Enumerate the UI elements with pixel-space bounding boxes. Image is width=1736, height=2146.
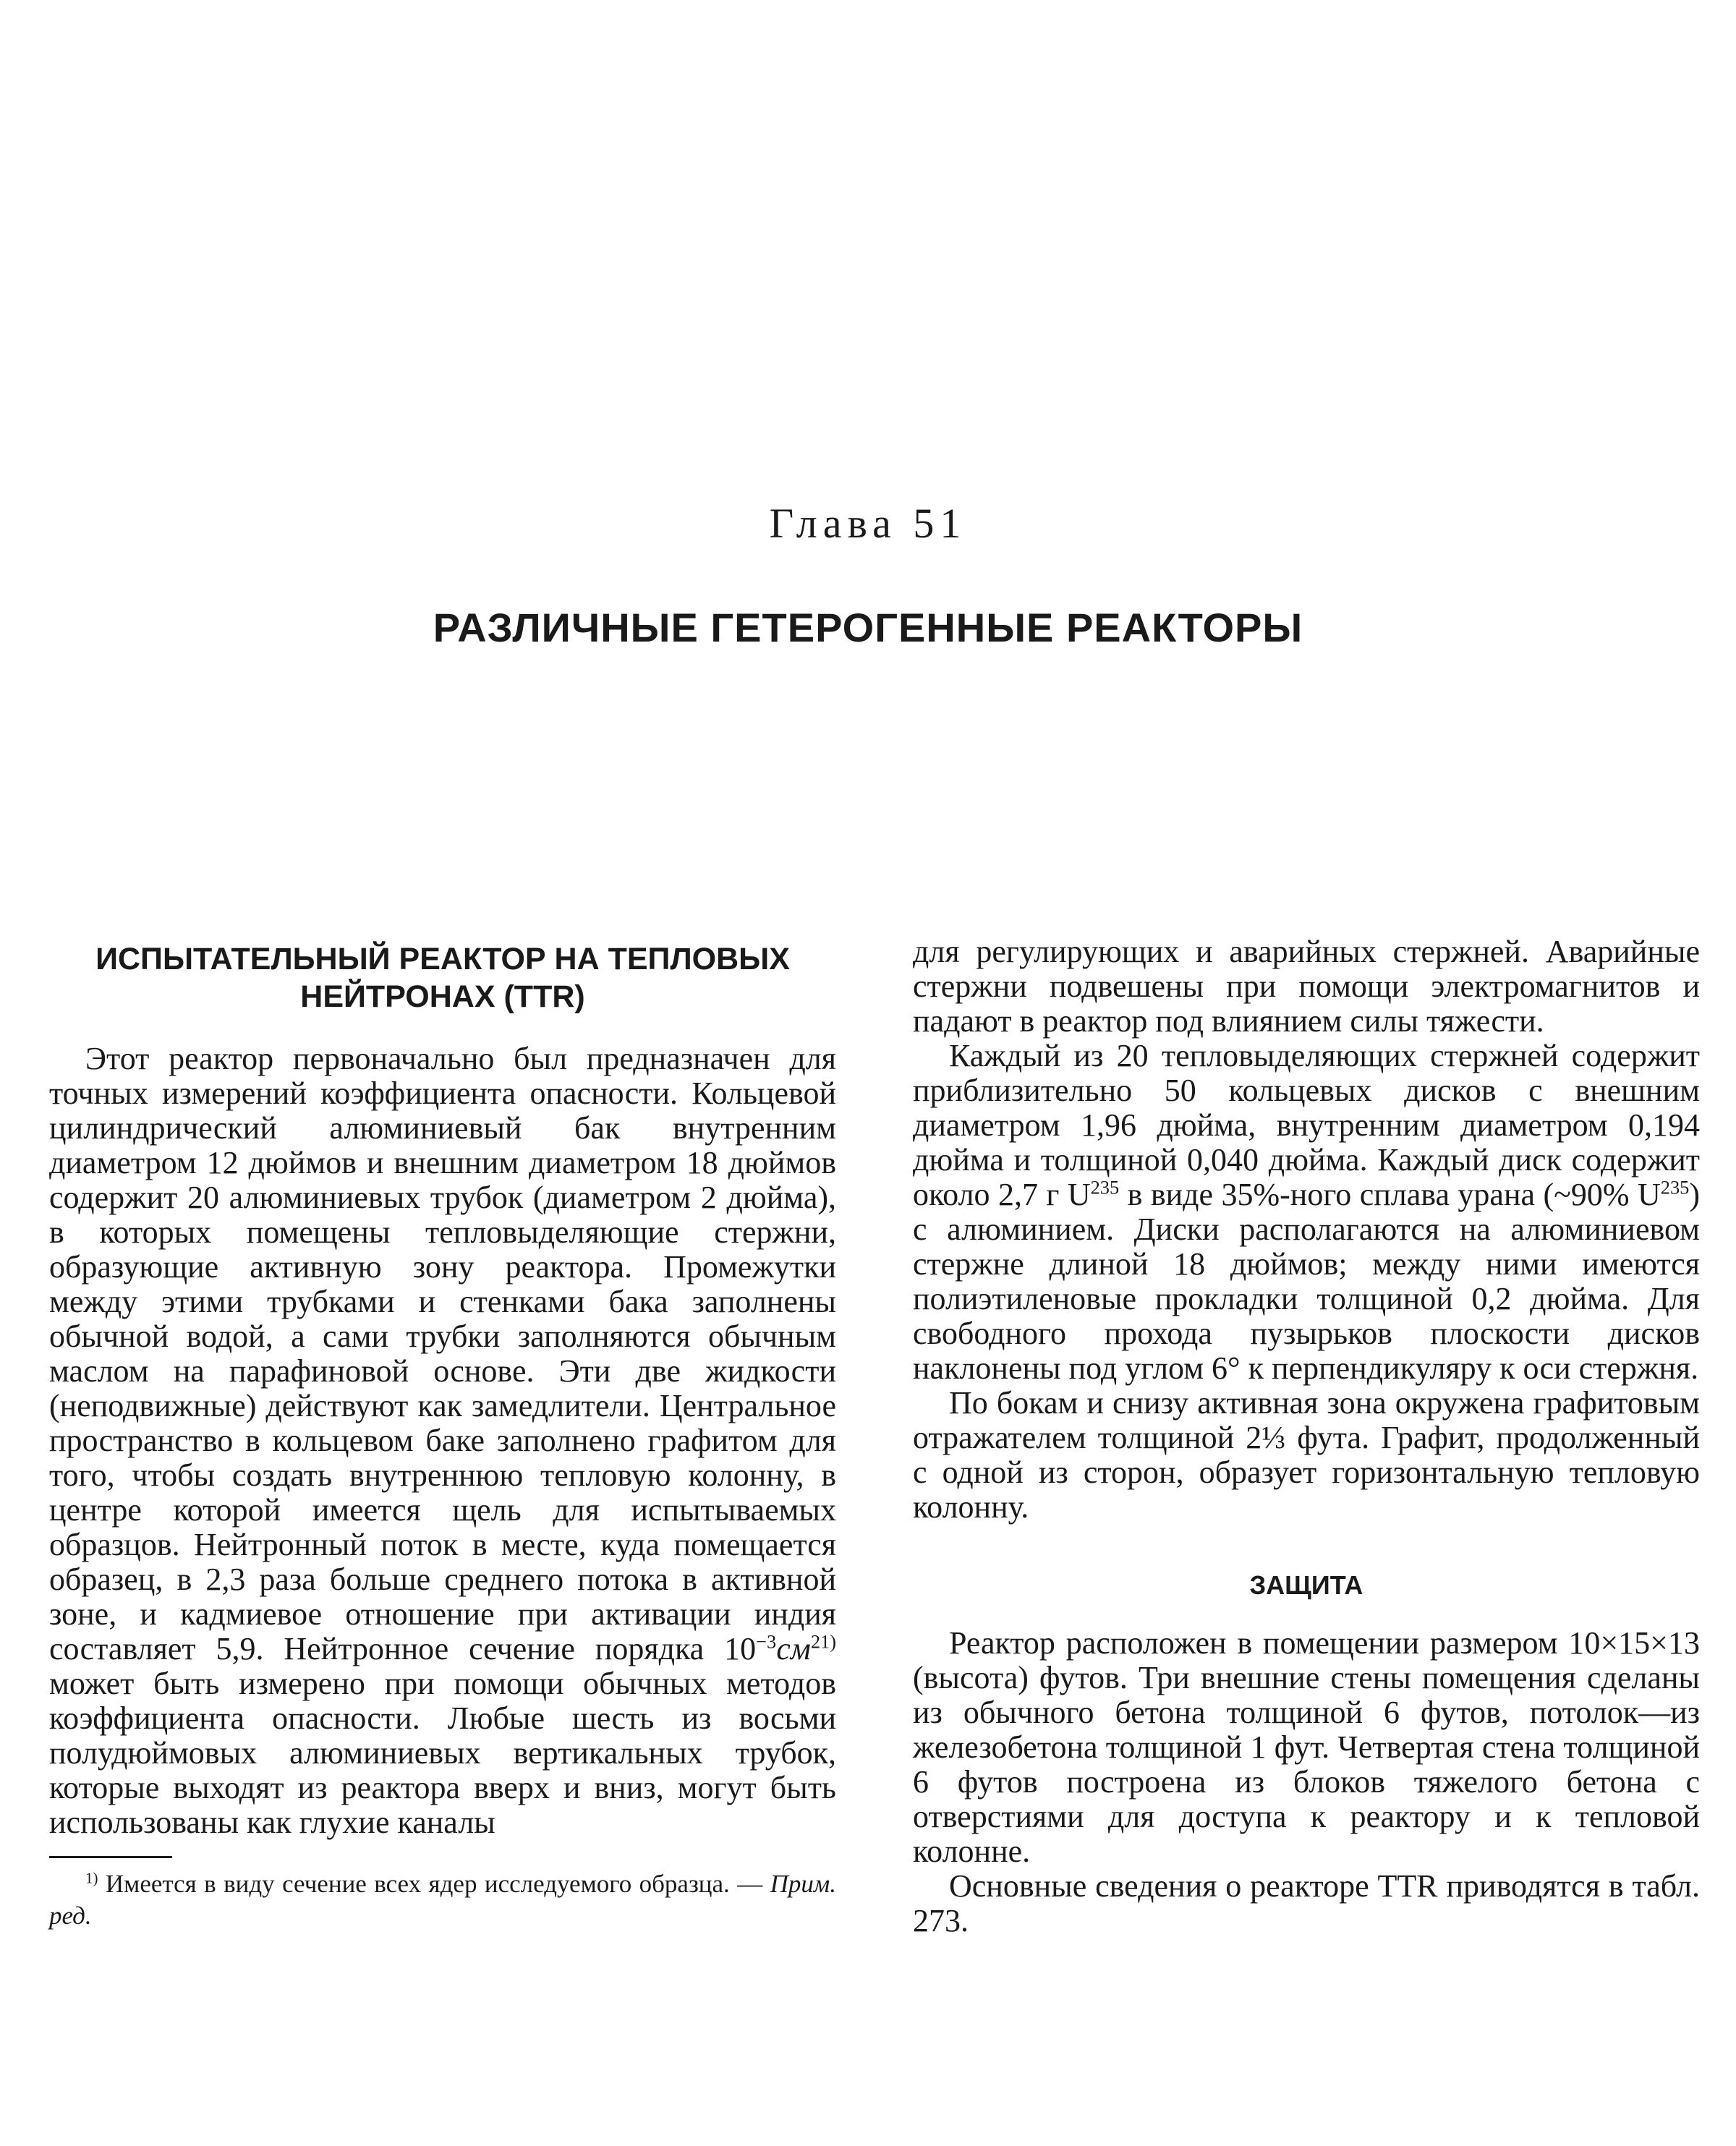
paragraph-shielding: Реактор расположен в помещении размером 10×15×13 (высота) футов. Три внешние стены помещения сделаны из обычного бетона толщиной 6 футов, потолок—из железобетона толщиной 1 фут. Четвертая стена толщиной 6 футов построена из блоков тяжелого бетона с отверстиями для доступа к реактору и к тепловой колонне. <box>913 1625 1700 1869</box>
paragraph-table-ref: Основные сведения о реакторе TTR приводятся в табл. 273. <box>913 1868 1700 1938</box>
fuel-text-middle: в виде 35%-ного сплава урана (~90% U <box>1119 1177 1661 1212</box>
footnote <box>49 1868 836 1932</box>
paragraph-fuel-rods <box>913 1039 1700 1386</box>
isotope-number-2: 235 <box>1660 1176 1690 1198</box>
footnote-text: Имеется в виду сечение всех ядер исследуемого образца. — <box>98 1870 763 1898</box>
footnote-reference: 1) <box>820 1630 836 1653</box>
paragraph-continued: для регулирующих и аварийных стержней. Аварийные стержни подвешены при помощи электромагнитов и падают в реактор под влиянием силы тяжести. <box>913 934 1700 1039</box>
paragraph-reflector: По бокам и снизу активная зона окружена графитовым отражателем толщиной 2⅓ фута. Графит, продолженный с одной из сторон, образует горизонтальную тепловую колонну. <box>913 1385 1700 1525</box>
left-column <box>49 934 836 1932</box>
footnote-divider <box>49 1856 172 1858</box>
isotope-number: 235 <box>1090 1176 1120 1198</box>
exponent: −3 <box>756 1630 777 1653</box>
fuel-text-start: Каждый из 20 тепловыделяющих стержней содержит приблизительно 50 кольцевых дисков с внешним диаметром 1,96 дюйма, внутренним диаметром 0,194 дюйма и толщиной 0,040 дюйма. Каждый диск содержит около 2,7 г U <box>913 1038 1700 1212</box>
unit: см <box>776 1631 811 1666</box>
paragraph-intro <box>49 1042 836 1840</box>
intro-text-end: может быть измерено при помощи обычных методов коэффициента опасности. Любые шесть из восьми полудюймовых алюминиевых вертикальных трубок, которые выходят из реактора вверх и вниз, могут быть использованы как глухие каналы <box>49 1666 836 1840</box>
footnote-mark: 1) <box>85 1869 98 1887</box>
chapter-title: РАЗЛИЧНЫЕ ГЕТЕРОГЕННЫЕ РЕАКТОРЫ <box>433 605 1303 650</box>
chapter-label: Глава 51 <box>769 500 967 547</box>
section-heading-shielding: ЗАЩИТА <box>1249 1570 1363 1600</box>
right-column <box>913 934 1700 1938</box>
footnote-editor-note: Прим. ред. <box>49 1870 837 1930</box>
unit-exponent: 2 <box>810 1630 821 1653</box>
intro-text-start: Этот реактор первоначально был предназначен для точных измерений коэффициента опасности. Кольцевой цилиндрический алюминиевый бак внутренним диаметром 12 дюймов и внешним диаметром 18 дюймов содержит 20 алюминиевых трубок (диаметром 2 дюйма), в которых помещены тепловыделяющие стержни, образующие активную зону реактора. Промежутки между этими трубками и стенками бака заполнены обычной водой, а сами трубки заполняются обычным маслом на парафиновой основе. Эти две жидкости (неподвижные) действуют как замедлители. Центральное пространство в кольцевом баке заполнено графитом для того, чтобы создать внутреннюю тепловую колонну, в центре которой имеется щель для испытываемых образцов. Нейтронный поток в месте, куда помещается образец, в 2,3 раза больше среднего потока в активной зоне, и кадмиевое отношение при активации индия составляет 5,9. Нейтронное сечение порядка 10 <box>49 1041 836 1666</box>
fuel-text-end: ) с алюминием. Диски располагаются на алюминиевом стержне длиной 18 дюймов; между ними имеются полиэтиленовые прокладки толщиной 0,2 дюйма. Для свободного прохода пузырьков плоскости дисков наклонены под углом 6° к перпендикуляру к оси стержня. <box>913 1177 1700 1386</box>
section-heading-ttr: ИСПЫТАТЕЛЬНЫЙ РЕАКТОР НА ТЕПЛОВЫХ НЕЙТРОНАХ (TTR) <box>95 942 790 1014</box>
